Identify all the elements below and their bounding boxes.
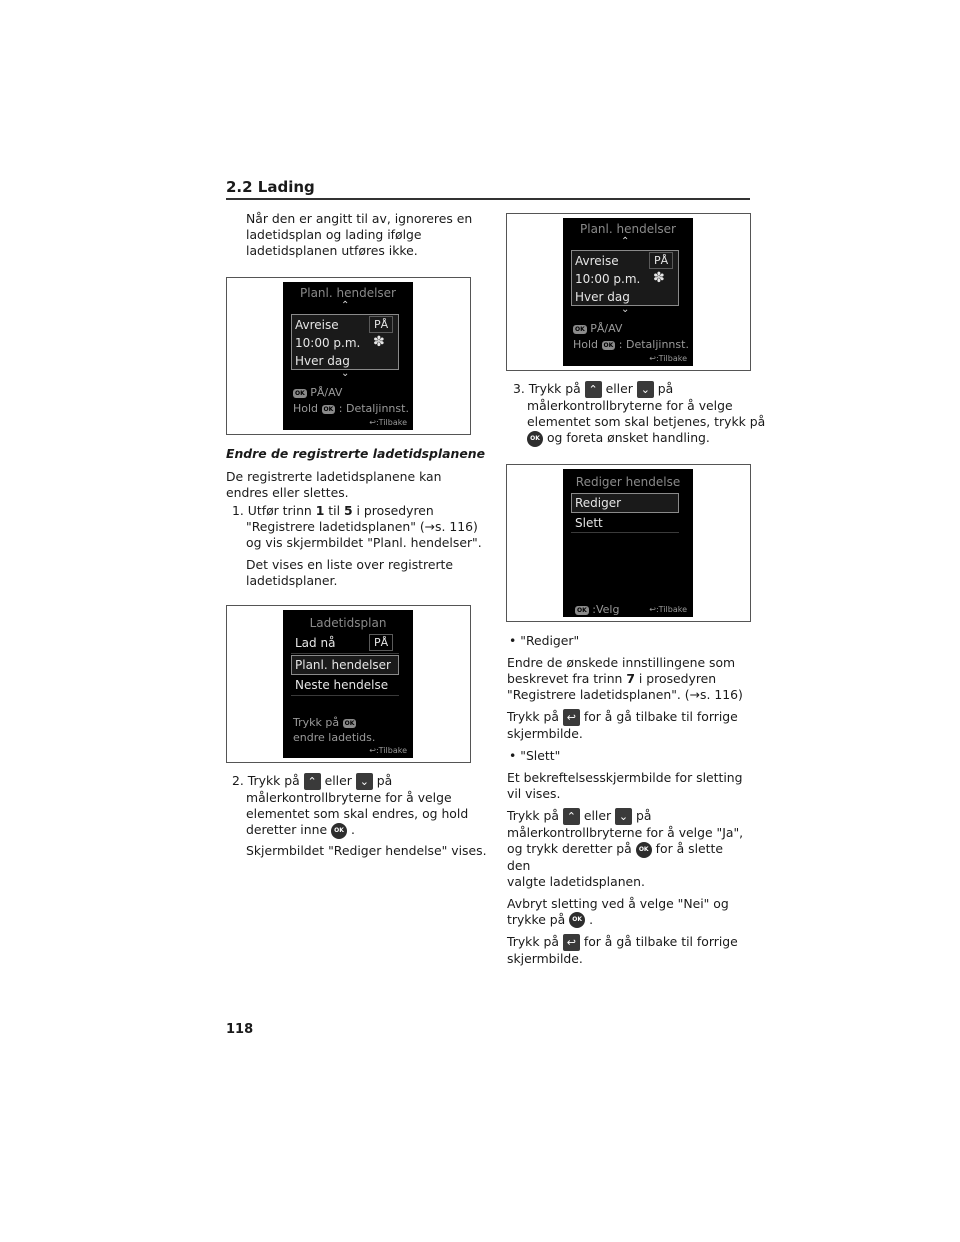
screen-title: Planl. hendelser bbox=[580, 222, 676, 236]
back-hint: ↩:Tilbake bbox=[649, 354, 687, 363]
ok-button-icon: OK bbox=[323, 405, 334, 413]
step-2: 2. Trykk på ⌃ eller ⌄ på målerkontrollbryterne for å velge elementet som skal endres, og hold deretter inne OK . Skjermbildet "Rediger hendelse" vises. bbox=[232, 773, 487, 858]
menu-item-planned-events: Planl. hendelser bbox=[295, 658, 391, 672]
on-badge: PÅ bbox=[649, 252, 673, 269]
ok-button-icon: OK bbox=[575, 325, 585, 333]
page-number: 118 bbox=[226, 1022, 254, 1037]
step-3: 3. Trykk på ⌃ eller ⌄ på målerkontrollbryterne for å velge elementet som skal betjenes, trykk på OK og foreta ønsket handling. bbox=[513, 381, 766, 445]
intro-paragraph: Når den er angitt til av, ignoreres en ladetidsplan og lading ifølge ladetidsplanen utføres ikke. bbox=[246, 211, 473, 258]
ok-button-icon: OK bbox=[331, 823, 347, 839]
event-time: 10:00 p.m. bbox=[575, 272, 641, 286]
event-repeat: Hver dag bbox=[575, 290, 630, 304]
section-rule bbox=[226, 198, 750, 200]
divider bbox=[291, 695, 399, 696]
figure-planned-events-2 bbox=[506, 213, 751, 371]
bullet-delete: • "Slett" bbox=[509, 748, 561, 763]
paragraph-edit-delete: De registrerte ladetidsplanene kan endres eller slettes. bbox=[226, 469, 442, 500]
chevron-down-icon: ⌄ bbox=[637, 381, 654, 398]
figure-planned-events-1 bbox=[226, 277, 471, 435]
section-title: 2.2 Lading bbox=[226, 178, 315, 196]
hint-line-1: Trykk på OK bbox=[293, 716, 355, 729]
divider bbox=[291, 653, 399, 654]
screen-title: Planl. hendelser bbox=[300, 286, 396, 300]
back-hint: ↩:Tilbake bbox=[369, 418, 407, 427]
back-arrow-icon: ↩ bbox=[649, 605, 656, 614]
ok-button-icon: OK bbox=[569, 912, 585, 928]
chevron-up-icon: ⌃ bbox=[621, 236, 630, 247]
ok-button-icon: OK bbox=[603, 341, 614, 349]
chevron-down-icon: ⌄ bbox=[621, 304, 630, 315]
back-arrow-icon: ↩ bbox=[369, 418, 376, 427]
back-arrow-icon: ↩ bbox=[563, 934, 580, 951]
on-badge: PÅ bbox=[369, 316, 393, 333]
back-arrow-icon: ↩ bbox=[649, 354, 656, 363]
hold-hint: Hold OK : Detaljinnst. bbox=[293, 402, 409, 415]
back-hint: ↩:Tilbake bbox=[369, 746, 407, 755]
back-hint: ↩:Tilbake bbox=[649, 605, 687, 614]
chevron-up-icon: ⌃ bbox=[563, 808, 580, 825]
back-arrow-icon: ↩ bbox=[563, 709, 580, 726]
bullet-edit: • "Rediger" bbox=[509, 633, 580, 648]
chevron-up-icon: ⌃ bbox=[304, 773, 321, 790]
screen-title: Rediger hendelse bbox=[575, 475, 681, 489]
on-badge: PÅ bbox=[369, 634, 393, 651]
display-planned-events bbox=[563, 218, 693, 366]
event-name: Avreise bbox=[575, 254, 619, 268]
climate-fan-icon: ✽ bbox=[373, 334, 385, 350]
ok-button-icon: OK bbox=[636, 842, 652, 858]
step-1: 1. Utfør trinn 1 til 5 i prosedyren "Registrere ladetidsplanen" (→s. 116) og vis skjermbildet "Planl. hendelser". Det vises en liste over registrerte ladetidsplaner. bbox=[232, 503, 482, 588]
chevron-down-icon: ⌄ bbox=[615, 808, 632, 825]
menu-item-delete: Slett bbox=[575, 516, 603, 530]
figure-edit-event bbox=[506, 464, 751, 622]
right-body: • "Rediger" Endre de ønskede innstillingene som beskrevet fra trinn 7 i prosedyren "Registrere ladetidsplanen". (→s. 116) Trykk på ↩ for å gå tilbake til forrige skjermbilde. • "Slett" Et bekreftelsesskjermbilde for sletting vil vises. Trykk på ⌃ eller ⌄ på målerkontrollbryterne for å velge "Ja", og trykk deretter på OK for å slette den valgte ladetidsplanen. Avbryt sletting ved å velge "Nei" og trykke på OK . Trykk på ↩ for å gå tilbake til forrige skjermbilde. bbox=[507, 633, 750, 967]
chevron-down-icon: ⌄ bbox=[356, 773, 373, 790]
event-name: Avreise bbox=[295, 318, 339, 332]
onoff-hint: OK PÅ/AV bbox=[295, 386, 343, 399]
hint-line-2: endre ladetids. bbox=[293, 731, 376, 744]
onoff-hint: OK PÅ/AV bbox=[575, 322, 623, 335]
menu-item-edit: Rediger bbox=[575, 496, 622, 510]
display-charge-schedule bbox=[283, 610, 413, 758]
ok-button-icon: OK bbox=[295, 389, 305, 397]
ok-button-icon: OK bbox=[527, 431, 543, 447]
select-hint: OK :Velg bbox=[577, 603, 620, 616]
ok-button-icon: OK bbox=[577, 606, 587, 614]
event-repeat: Hver dag bbox=[295, 354, 350, 368]
ok-button-icon: OK bbox=[344, 719, 355, 727]
event-time: 10:00 p.m. bbox=[295, 336, 361, 350]
back-arrow-icon: ↩ bbox=[369, 746, 376, 755]
chevron-up-icon: ⌃ bbox=[341, 300, 350, 311]
chevron-up-icon: ⌃ bbox=[585, 381, 602, 398]
chevron-down-icon: ⌄ bbox=[341, 368, 350, 379]
hold-hint: Hold OK : Detaljinnst. bbox=[573, 338, 689, 351]
divider bbox=[571, 532, 679, 533]
display-planned-events bbox=[283, 282, 413, 430]
menu-item-next-event: Neste hendelse bbox=[295, 678, 389, 692]
screen-title: Ladetidsplan bbox=[309, 616, 387, 630]
figure-charge-schedule bbox=[226, 605, 471, 763]
display-edit-event bbox=[563, 469, 693, 617]
menu-item-charge-now: Lad nå bbox=[295, 636, 336, 650]
section-heading: Endre de registrerte ladetidsplanene bbox=[226, 446, 485, 461]
climate-fan-icon: ✽ bbox=[653, 270, 665, 286]
